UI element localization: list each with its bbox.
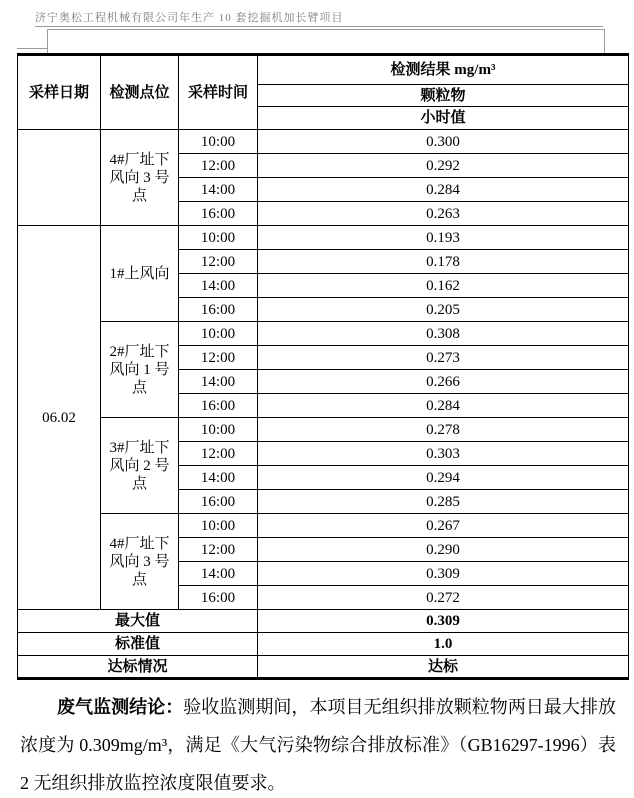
header-rule: [35, 26, 603, 27]
time-cell: 10:00: [179, 418, 258, 442]
summary-value: 达标: [258, 656, 629, 679]
header-result-unit: 检测结果 mg/m³: [258, 55, 629, 85]
point-cell: 1#上风向: [101, 226, 179, 322]
page-header-title: 济宁奥松工程机械有限公司年生产 10 套挖掘机加长臂项目: [35, 12, 344, 24]
value-cell: 0.193: [258, 226, 629, 250]
time-cell: 16:00: [179, 394, 258, 418]
header-sample-time: 采样时间: [179, 55, 258, 130]
empty-header-box: [47, 29, 605, 54]
conclusion-body: 验收监测期间，本项目无组织排放颗粒物两日最大排放浓度为 0.309mg/m³，满足《大气污染物综合排放标准》（GB16297-1996）表 2 无组织排放监控浓度限值要求。: [20, 697, 616, 793]
point-cell: 4#厂址下风向 3 号点: [101, 514, 179, 610]
time-cell: 10:00: [179, 322, 258, 346]
table-row: [18, 130, 629, 154]
value-cell: 0.178: [258, 250, 629, 274]
value-cell: 0.285: [258, 490, 629, 514]
value-cell: 0.266: [258, 370, 629, 394]
time-cell: 12:00: [179, 538, 258, 562]
value-cell: 0.205: [258, 298, 629, 322]
time-cell: 12:00: [179, 442, 258, 466]
header-value-type: 小时值: [258, 107, 629, 130]
time-cell: 14:00: [179, 466, 258, 490]
summary-label: 达标情况: [18, 656, 258, 679]
time-cell: 16:00: [179, 298, 258, 322]
time-cell: 12:00: [179, 346, 258, 370]
time-cell: 14:00: [179, 562, 258, 586]
time-cell: 16:00: [179, 586, 258, 610]
point-cell: 2#厂址下风向 1 号点: [101, 322, 179, 418]
time-cell: 12:00: [179, 250, 258, 274]
time-cell: 14:00: [179, 274, 258, 298]
time-cell: 10:00: [179, 130, 258, 154]
monitoring-results-table: [17, 53, 629, 680]
value-cell: 0.284: [258, 394, 629, 418]
time-cell: 14:00: [179, 370, 258, 394]
value-cell: 0.303: [258, 442, 629, 466]
date-cell: 06.02: [18, 226, 101, 610]
value-cell: 0.267: [258, 514, 629, 538]
summary-value: 0.309: [258, 610, 629, 633]
header-monitoring-point: 检测点位: [101, 55, 179, 130]
value-cell: 0.309: [258, 562, 629, 586]
value-cell: 0.290: [258, 538, 629, 562]
value-cell: 0.273: [258, 346, 629, 370]
time-cell: 14:00: [179, 178, 258, 202]
value-cell: 0.294: [258, 466, 629, 490]
time-cell: 10:00: [179, 226, 258, 250]
summary-value: 1.0: [258, 633, 629, 656]
table-row: [18, 226, 629, 250]
value-cell: 0.263: [258, 202, 629, 226]
summary-row-compliance: [18, 656, 629, 679]
value-cell: 0.284: [258, 178, 629, 202]
conclusion-paragraph: [20, 688, 616, 798]
summary-row-standard: [18, 633, 629, 656]
time-cell: 16:00: [179, 490, 258, 514]
table-row: [18, 418, 629, 442]
value-cell: 0.300: [258, 130, 629, 154]
time-cell: 16:00: [179, 202, 258, 226]
value-cell: 0.292: [258, 154, 629, 178]
value-cell: 0.308: [258, 322, 629, 346]
time-cell: 12:00: [179, 154, 258, 178]
summary-row-max: [18, 610, 629, 633]
summary-label: 最大值: [18, 610, 258, 633]
value-cell: 0.162: [258, 274, 629, 298]
conclusion-lead: 废气监测结论：: [57, 697, 184, 717]
header-sample-date: 采样日期: [18, 55, 101, 130]
point-cell: 4#厂址下风向 3 号点: [101, 130, 179, 226]
point-cell: 3#厂址下风向 2 号点: [101, 418, 179, 514]
header-step-line: [17, 48, 47, 49]
header-pollutant: 颗粒物: [258, 85, 629, 107]
date-cell: [18, 130, 101, 226]
value-cell: 0.278: [258, 418, 629, 442]
table-row: [18, 322, 629, 346]
summary-label: 标准值: [18, 633, 258, 656]
value-cell: 0.272: [258, 586, 629, 610]
time-cell: 10:00: [179, 514, 258, 538]
table-row: [18, 514, 629, 538]
